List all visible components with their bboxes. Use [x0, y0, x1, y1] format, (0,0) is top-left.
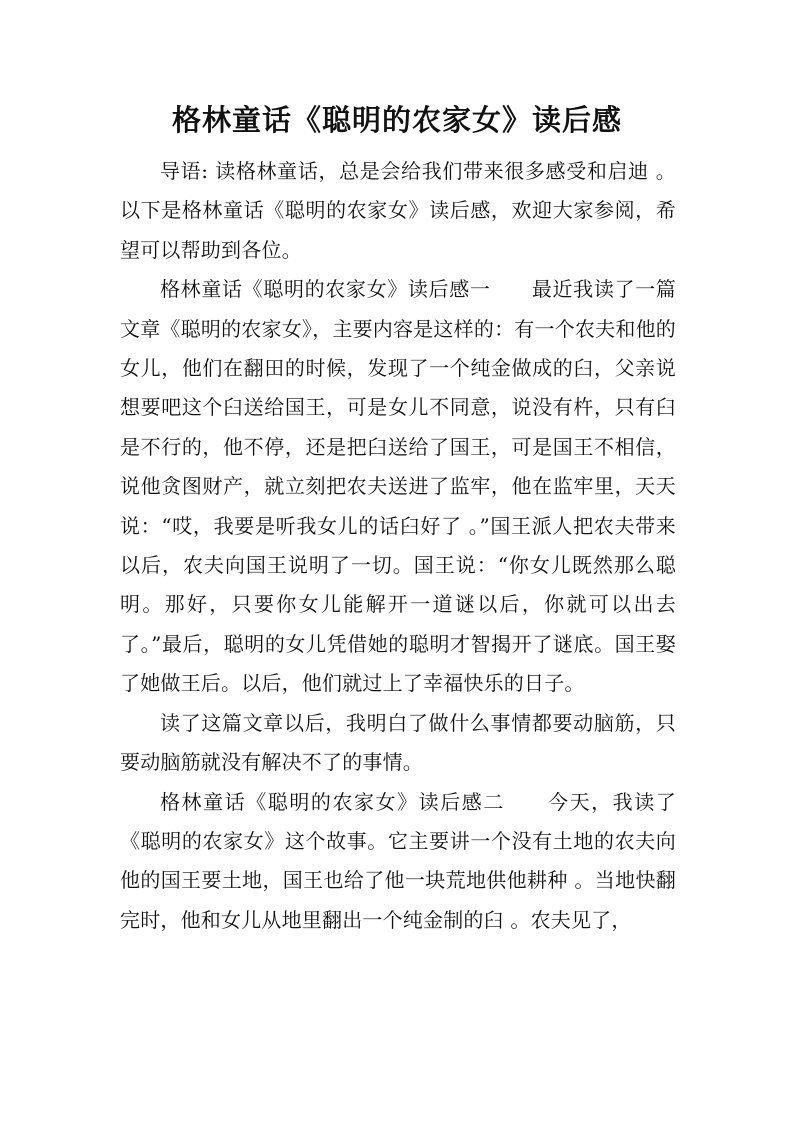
intro-paragraph: 导语: 读格林童话，总是会给我们带来很多感受和启迪 。以下是格林童话《聪明的农家女》读后感，欢迎大家参阅，希望可以帮助到各位。 — [120, 159, 676, 262]
reflection-paragraph: 读了这篇文章以后，我明白了做什么事情都要动脑筋，只要动脑筋就没有解决不了的事情。 — [120, 710, 676, 775]
document-title: 格林童话《聪明的农家女》读后感 — [171, 103, 622, 137]
review-two-paragraph: 格林童话《聪明的农家女》读后感二 今天，我读了《聪明的农家女》这个故事。它主要讲一个没有土地的农夫向他的国王要土地，国王也给了他一块荒地供他耕种 。当地快翻完时，他和女儿从地里翻出一个纯金制的臼 。农夫见了， — [120, 789, 676, 932]
document-body — [120, 152, 676, 940]
review-one-paragraph: 格林童话《聪明的农家女》读后感一 最近我读了一篇文章《聪明的农家女》，主要内容是这样的：有一个农夫和他的女儿，他们在翻田的时候，发现了一个纯金做成的臼，父亲说想要吧这个臼送给国王，可是女儿不同意，说没有杵，只有臼是不行的，他不停，还是把臼送给了国王，可是国王不相信，说他贪图财产，就立刻把农夫送进了监牢，他在监牢里，天天说：“哎，我要是听我女儿的话臼好了 。”国王派人把农夫带来以后，农夫向国王说明了一切。国王说：“你女儿既然那么聪明。那好，只要你女儿能解开一道谜以后，你就可以出去了。”最后，聪明的女儿凭借她的聪明才智揭开了谜底。国王娶了她做王后。以后，他们就过上了幸福快乐的日子。 — [120, 277, 676, 696]
